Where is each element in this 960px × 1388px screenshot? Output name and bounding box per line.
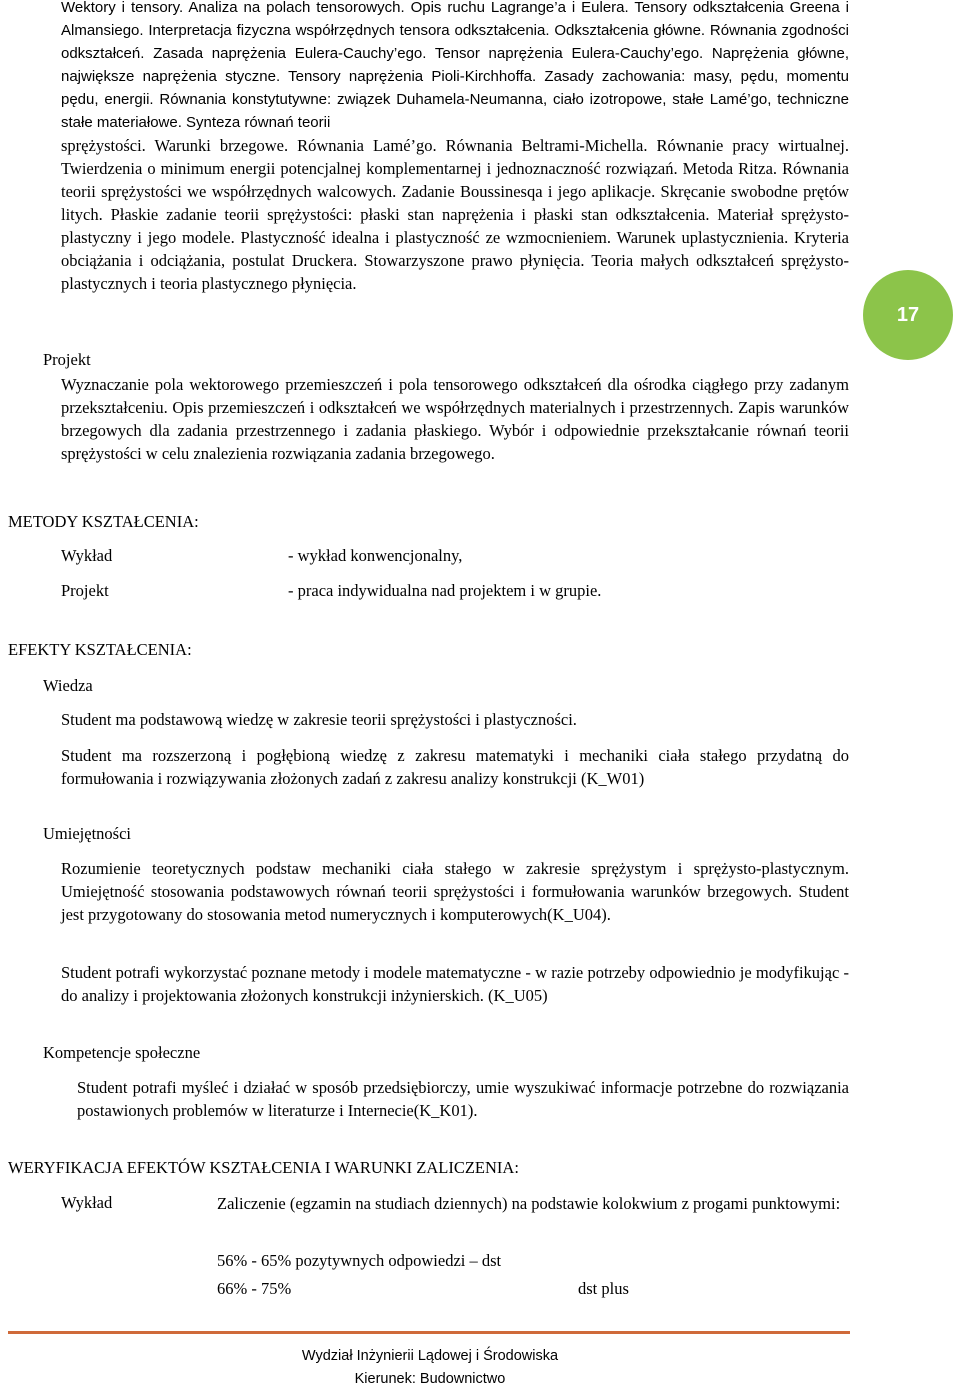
footer-field-of-study: Kierunek: Budownictwo <box>354 1371 506 1387</box>
course-content-paragraph <box>61 0 849 295</box>
wiedza-item: Student ma rozszerzoną i pogłębioną wiedzę z zakresu matematyki i mechaniki ciała stałego przydatną do formułowania i rozwiązywania złożonych zadań z zakresu analizy konstrukcji (K_W01) <box>61 746 849 788</box>
metody-value-projekt: - praca indywidualna nad projektem i w grupie. <box>288 581 602 600</box>
metody-heading: METODY KSZTAŁCENIA: <box>8 512 199 531</box>
wiedza-item: Student ma podstawową wiedzę w zakresie teorii sprężystości i plastyczności. <box>61 710 577 729</box>
umiejetnosci-item: Student potrafi wykorzystać poznane metody i modele matematyczne - w razie potrzeby odpowiednio je modyfikując - do analizy i projektowania złożonych konstrukcji inżynierskich. (K_U05) <box>61 963 849 1005</box>
grade-label-dst-plus: dst plus <box>578 1279 629 1298</box>
page-number-badge: 17 <box>863 270 953 360</box>
projekt-text: Wyznaczanie pola wektorowego przemieszczeń i pola tensorowego odkształceń dla ośrodka ciągłego przy zadanym przekształceniu. Opis przemieszczeń i odkształceń we współrzędnych materialnych i przestrzennych. Zapis warunków brzegowych dla zadania przestrzennego i zadania płaskiego. Wybór i odpowiednie przekształcanie równań teorii sprężystości w celu znalezienia rozwiązania zadania brzegowego. <box>61 375 849 463</box>
metody-value-wyklad: - wykład konwencjonalny, <box>288 546 463 565</box>
grade-range-dst-plus: 66% - 75% <box>217 1279 292 1298</box>
grade-threshold-dst: 56% - 65% pozytywnych odpowiedzi – dst <box>217 1251 502 1270</box>
metody-label-projekt: Projekt <box>61 581 109 600</box>
umiejetnosci-item: Rozumienie teoretycznych podstaw mechaniki ciała stałego w zakresie sprężystym i sprężysto-plastycznym. Umiejętność stosowania podstawowych równań teorii sprężystości i formułowania warunków brzegowych. Student jest przygotowany do stosowania metod numerycznych i komputerowych(K_U04). <box>61 859 849 924</box>
efekty-heading: EFEKTY KSZTAŁCENIA: <box>8 640 192 659</box>
footer-faculty: Wydział Inżynierii Lądowej i Środowiska <box>301 1348 559 1364</box>
projekt-heading: Projekt <box>43 350 91 369</box>
weryfikacja-text: Zaliczenie (egzamin na studiach dziennych) na podstawie kolokwium z progami punktowymi: <box>217 1194 841 1213</box>
kompetencje-heading: Kompetencje społeczne <box>43 1043 201 1062</box>
course-content-text-sans: Wektory i tensory. Analiza na polach tensorowych. Opis ruchu Lagrange’a i Eulera. Tensory odkształcenia Greena i Almansiego. Interpretacja fizyczna współrzędnych tensora odkształcenia. Odkształcenia główne. Równania zgodności odkształceń. Zasada naprężenia Eulera-Cauchy’ego. Tensor naprężenia Eulera-Cauchy’ego. Naprężenia główne, największe naprężenia styczne. Tensory naprężenia Pioli-Kirchhoffa. Zasady zachowania: masy, pędu, momentu pędu, energii. Równania konstytutywne: związek Duhamela-Neumanna, ciało izotropowe, stałe Lamé’go, techniczne stałe materiałowe. Synteza równań teorii <box>61 0 849 131</box>
umiejetnosci-heading: Umiejętności <box>43 824 131 843</box>
course-content-text-serif: sprężystości. Warunki brzegowe. Równania Lamé’go. Równania Beltrami-Michella. Równanie pracy wirtualnej. Twierdzenia o minimum energii potencjalnej komplementarnej i jednoznaczność rozwiązań. Metoda Ritza. Równania teorii sprężystości we współrzędnych walcowych. Zadanie Boussinesqa i jego aplikacje. Skręcanie swobodne prętów litych. Płaskie zadanie teorii sprężystości: płaski stan naprężenia i płaski stan odkształcenia. Materiał sprężysto-plastyczny i jego modele. Plastyczność idealna i plastyczność ze wzmocnieniem. Warunek uplastycznienia. Kryteria obciążania i odciążania, postulat Druckera. Stowarzyszone prawo płynięcia. Teoria małych odkształceń sprężysto-plastycznych i teoria plastycznego płynięcia. <box>61 136 849 293</box>
footer-divider <box>8 1331 850 1334</box>
weryfikacja-heading: WERYFIKACJA EFEKTÓW KSZTAŁCENIA I WARUNKI ZALICZENIA: <box>8 1158 519 1177</box>
kompetencje-text: Student potrafi myśleć i działać w sposób przedsiębiorczy, umie wyszukiwać informacje potrzebne do rozwiązania postawionych problemów w literaturze i Internecie(K_K01). <box>77 1078 849 1120</box>
weryfikacja-label: Wykład <box>61 1193 113 1212</box>
metody-label-wyklad: Wykład <box>61 546 113 565</box>
wiedza-heading: Wiedza <box>43 676 93 695</box>
